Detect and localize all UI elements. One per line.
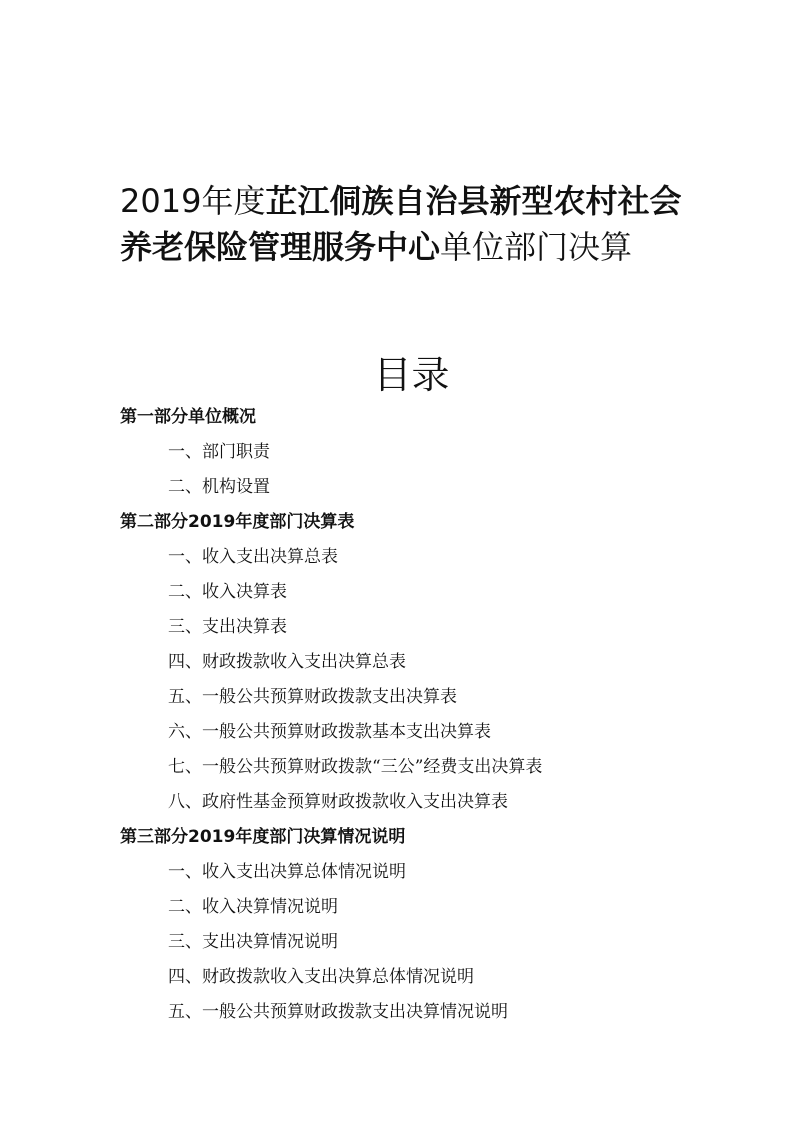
toc-item: 二、收入决算表 <box>168 582 287 602</box>
toc-item: 四、财政拨款收入支出决算总体情况说明 <box>168 967 474 987</box>
toc-item: 六、一般公共预算财政拨款基本支出决算表 <box>168 722 491 742</box>
toc-item: 二、机构设置 <box>168 477 270 497</box>
title-org-name-part1: 芷江侗族自治县新型农村社会 <box>265 182 682 220</box>
toc-item: 五、一般公共预算财政拨款支出决算情况说明 <box>168 1002 508 1022</box>
document-title <box>120 178 720 270</box>
toc-part-heading: 第一部分单位概况 <box>120 407 256 427</box>
title-line-2 <box>120 224 720 270</box>
toc-heading: 目录 <box>373 353 450 397</box>
table-of-contents <box>120 400 760 1030</box>
toc-item: 四、财政拨款收入支出决算总表 <box>168 652 406 672</box>
toc-part-heading: 第二部分2019年度部门决算表 <box>120 512 355 532</box>
toc-item: 七、一般公共预算财政拨款“三公”经费支出决算表 <box>168 757 543 777</box>
title-suffix: 单位部门决算 <box>440 228 633 266</box>
toc-item: 八、政府性基金预算财政拨款收入支出决算表 <box>168 792 508 812</box>
toc-item: 三、支出决算情况说明 <box>168 932 338 952</box>
toc-item: 五、一般公共预算财政拨款支出决算表 <box>168 687 457 707</box>
title-line-1 <box>120 178 720 224</box>
toc-item: 一、收入支出决算总体情况说明 <box>168 862 406 882</box>
toc-item: 一、收入支出决算总表 <box>168 547 338 567</box>
toc-item: 二、收入决算情况说明 <box>168 897 338 917</box>
toc-item: 一、部门职责 <box>168 442 270 462</box>
toc-part-heading: 第三部分2019年度部门决算情况说明 <box>120 827 406 847</box>
title-year-prefix: 2019年度 <box>120 182 266 220</box>
title-org-name-part2: 养老保险管理服务中心 <box>120 228 441 266</box>
toc-item: 三、支出决算表 <box>168 617 287 637</box>
